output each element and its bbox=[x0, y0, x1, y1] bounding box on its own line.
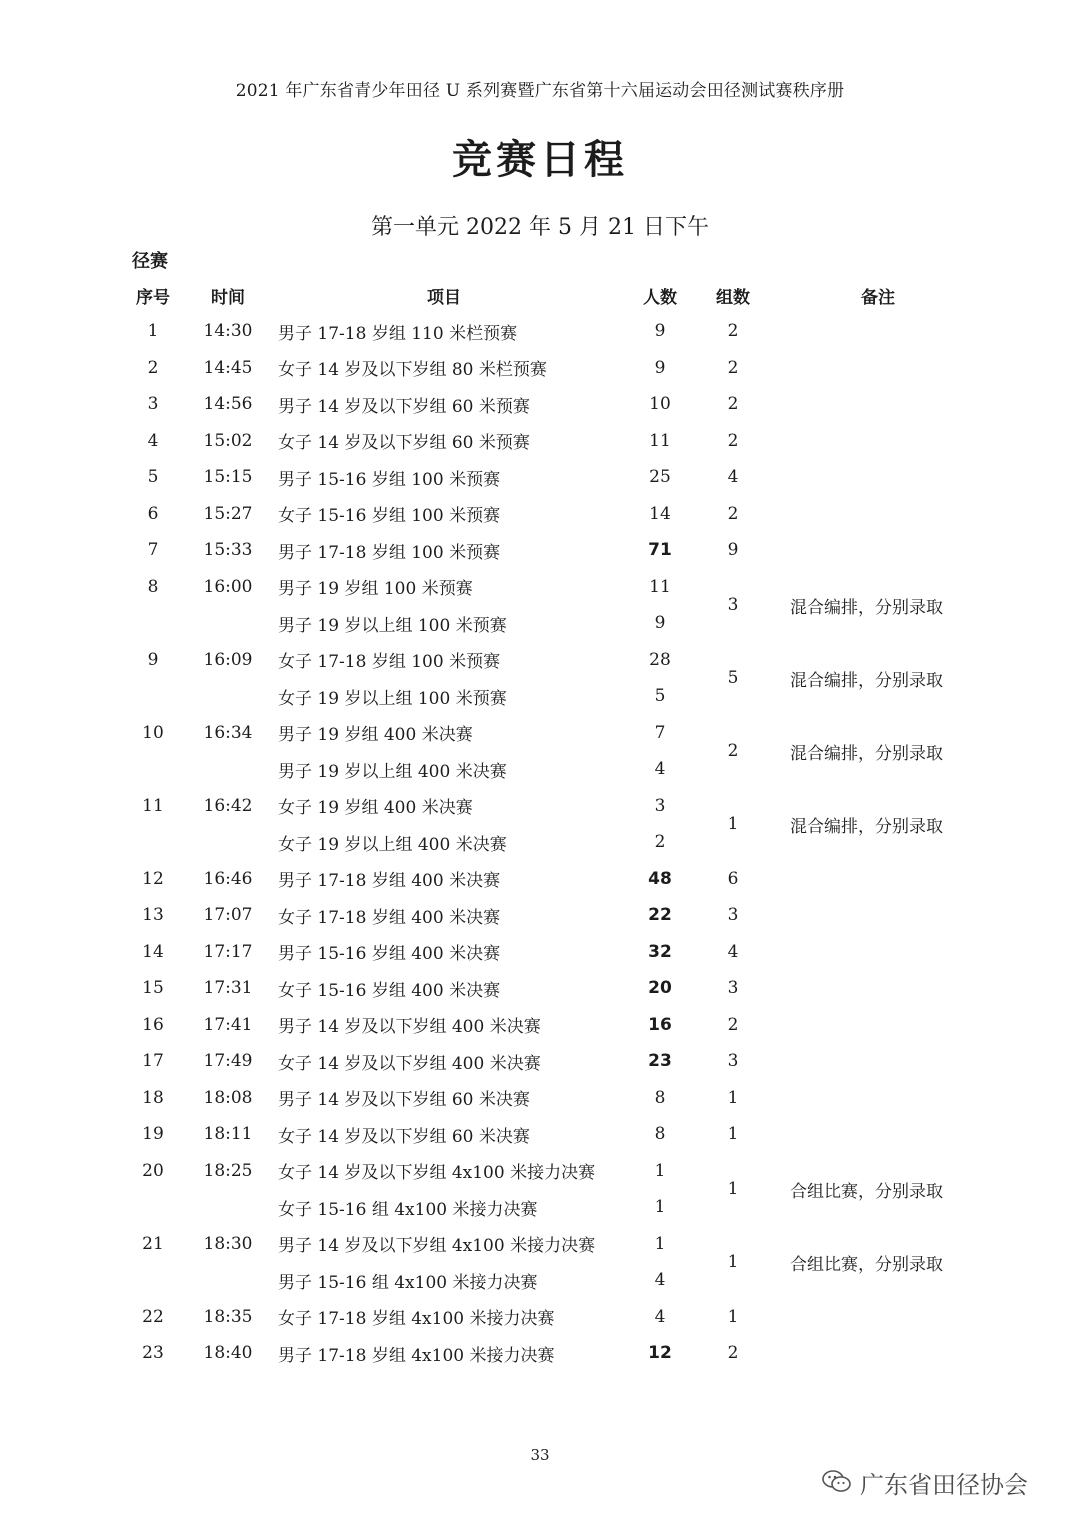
row-note bbox=[768, 386, 988, 423]
page-number: 33 bbox=[530, 1446, 550, 1464]
row-note bbox=[768, 459, 988, 496]
column-header-item: 项目 bbox=[427, 287, 461, 308]
row-item: 女子 14 岁及以下岁组 60 米预赛 bbox=[278, 433, 530, 454]
row-count: 9 bbox=[654, 613, 666, 634]
row-number: 13 bbox=[142, 905, 164, 926]
row-number bbox=[116, 751, 190, 788]
row-time: 16:00 bbox=[203, 576, 253, 597]
table-row bbox=[116, 532, 988, 569]
table-row bbox=[116, 313, 988, 350]
row-item: 女子 17-18 岁组 100 米预赛 bbox=[278, 652, 501, 673]
row-time: 18:25 bbox=[203, 1160, 253, 1181]
row-time: 17:49 bbox=[203, 1051, 253, 1072]
table-row bbox=[116, 1116, 988, 1153]
row-groups: 1 bbox=[727, 1306, 739, 1327]
row-groups: 2 bbox=[727, 1343, 739, 1364]
row-number: 18 bbox=[142, 1087, 164, 1108]
watermark-text: 广东省田径协会 bbox=[860, 1470, 1028, 1499]
column-header-note: 备注 bbox=[861, 287, 895, 308]
row-note: 混合编排，分别录取 bbox=[790, 670, 943, 691]
row-item: 男子 19 岁组 100 米预赛 bbox=[278, 579, 473, 600]
row-groups: 6 bbox=[727, 868, 739, 889]
row-count: 71 bbox=[648, 540, 672, 561]
row-count: 16 bbox=[648, 1014, 672, 1035]
row-item: 男子 15-16 组 4x100 米接力决赛 bbox=[278, 1272, 538, 1293]
row-number: 22 bbox=[142, 1306, 164, 1327]
row-count: 7 bbox=[654, 722, 666, 743]
row-item: 女子 14 岁及以下岁组 400 米决赛 bbox=[278, 1053, 541, 1074]
row-groups: 2 bbox=[727, 503, 739, 524]
row-number: 23 bbox=[142, 1343, 164, 1364]
row-note bbox=[768, 934, 988, 971]
row-number: 14 bbox=[142, 941, 164, 962]
row-time bbox=[190, 605, 266, 642]
row-item: 女子 19 岁以上组 400 米决赛 bbox=[278, 834, 507, 855]
row-note bbox=[768, 1043, 988, 1080]
row-number bbox=[116, 1262, 190, 1299]
row-item: 男子 17-18 岁组 110 米栏预赛 bbox=[278, 323, 518, 344]
row-note: 合组比赛，分别录取 bbox=[790, 1181, 943, 1202]
row-groups: 5 bbox=[727, 668, 739, 688]
row-count: 4 bbox=[654, 759, 666, 780]
row-time: 18:35 bbox=[203, 1306, 253, 1327]
table-row bbox=[116, 423, 988, 460]
row-groups: 2 bbox=[727, 430, 739, 451]
row-item: 女子 15-16 岁组 100 米预赛 bbox=[278, 506, 501, 527]
row-note bbox=[768, 970, 988, 1007]
table-row bbox=[116, 788, 988, 825]
row-time: 15:02 bbox=[203, 430, 253, 451]
row-count: 28 bbox=[649, 649, 671, 670]
row-time: 18:11 bbox=[203, 1124, 253, 1145]
row-groups: 2 bbox=[727, 1014, 739, 1035]
row-note bbox=[768, 496, 988, 533]
table-row bbox=[116, 1335, 988, 1372]
row-count: 9 bbox=[654, 357, 666, 378]
row-groups: 2 bbox=[727, 394, 739, 415]
row-count: 32 bbox=[648, 941, 672, 962]
row-note bbox=[768, 1080, 988, 1117]
row-count: 8 bbox=[654, 1087, 666, 1108]
row-note bbox=[768, 1335, 988, 1372]
row-groups: 2 bbox=[727, 741, 739, 761]
row-time: 18:08 bbox=[203, 1087, 253, 1108]
column-header-groups: 组数 bbox=[716, 287, 750, 308]
row-number: 19 bbox=[142, 1124, 164, 1145]
row-time: 14:56 bbox=[203, 394, 253, 415]
table-row bbox=[116, 861, 988, 898]
row-groups: 1 bbox=[727, 1179, 739, 1199]
row-number: 4 bbox=[147, 430, 159, 451]
row-item: 女子 15-16 岁组 400 米决赛 bbox=[278, 980, 501, 1001]
row-groups: 3 bbox=[727, 978, 739, 999]
row-number: 21 bbox=[142, 1233, 164, 1254]
row-time: 16:34 bbox=[203, 722, 253, 743]
row-groups: 1 bbox=[727, 1252, 739, 1272]
row-note bbox=[768, 861, 988, 898]
table-row bbox=[116, 642, 988, 679]
row-number: 2 bbox=[147, 357, 159, 378]
section-label: 径赛 bbox=[132, 251, 168, 272]
row-item: 男子 14 岁及以下岁组 400 米决赛 bbox=[278, 1017, 541, 1038]
column-header-count: 人数 bbox=[643, 287, 677, 308]
row-item: 女子 14 岁及以下岁组 4x100 米接力决赛 bbox=[278, 1163, 596, 1184]
row-note: 合组比赛，分别录取 bbox=[790, 1254, 943, 1275]
table-row bbox=[116, 715, 988, 752]
table-row bbox=[116, 496, 988, 533]
table-header-row bbox=[116, 277, 988, 313]
row-count: 10 bbox=[649, 394, 671, 415]
row-item: 男子 17-18 岁组 100 米预赛 bbox=[278, 542, 501, 563]
row-groups: 9 bbox=[727, 540, 739, 561]
row-note bbox=[768, 1299, 988, 1336]
row-note bbox=[768, 350, 988, 387]
row-number: 20 bbox=[142, 1160, 164, 1181]
row-count: 20 bbox=[648, 978, 672, 999]
row-item: 男子 15-16 岁组 400 米决赛 bbox=[278, 944, 501, 965]
row-number: 16 bbox=[142, 1014, 164, 1035]
row-groups: 2 bbox=[727, 321, 739, 342]
row-time bbox=[190, 1262, 266, 1299]
row-count: 9 bbox=[654, 321, 666, 342]
table-row bbox=[116, 386, 988, 423]
row-time: 18:40 bbox=[203, 1343, 253, 1364]
row-note bbox=[768, 1007, 988, 1044]
row-count: 25 bbox=[649, 467, 671, 488]
row-item: 女子 19 岁以上组 100 米预赛 bbox=[278, 688, 507, 709]
wechat-icon bbox=[822, 1469, 852, 1495]
row-time: 18:30 bbox=[203, 1233, 253, 1254]
row-item: 男子 14 岁及以下岁组 60 米决赛 bbox=[278, 1090, 530, 1111]
row-count: 23 bbox=[648, 1051, 672, 1072]
row-item: 男子 17-18 岁组 4x100 米接力决赛 bbox=[278, 1345, 555, 1366]
row-item: 男子 19 岁以上组 100 米预赛 bbox=[278, 615, 507, 636]
row-time bbox=[190, 824, 266, 861]
row-item: 女子 15-16 组 4x100 米接力决赛 bbox=[278, 1199, 538, 1220]
row-count: 3 bbox=[654, 795, 666, 816]
row-number: 5 bbox=[147, 467, 159, 488]
row-count: 48 bbox=[648, 868, 672, 889]
table-row bbox=[116, 897, 988, 934]
row-count: 2 bbox=[654, 832, 666, 853]
row-count: 14 bbox=[649, 503, 671, 524]
table-row bbox=[116, 934, 988, 971]
row-groups: 3 bbox=[727, 1051, 739, 1072]
row-time bbox=[190, 1189, 266, 1226]
row-number: 8 bbox=[147, 576, 159, 597]
row-groups: 1 bbox=[727, 1124, 739, 1145]
row-time: 15:33 bbox=[203, 540, 253, 561]
row-item: 女子 14 岁及以下岁组 60 米决赛 bbox=[278, 1126, 530, 1147]
row-time: 15:15 bbox=[203, 467, 253, 488]
row-number: 6 bbox=[147, 503, 159, 524]
row-time: 17:17 bbox=[203, 941, 253, 962]
table-row bbox=[116, 1299, 988, 1336]
table-body bbox=[116, 313, 988, 1372]
row-number: 1 bbox=[147, 321, 159, 342]
row-number: 12 bbox=[142, 868, 164, 889]
row-count: 11 bbox=[649, 576, 671, 597]
row-time: 17:07 bbox=[203, 905, 253, 926]
session-subtitle: 第一单元 2022 年 5 月 21 日下午 bbox=[371, 215, 709, 240]
row-groups: 3 bbox=[727, 905, 739, 926]
row-count: 8 bbox=[654, 1124, 666, 1145]
row-note bbox=[768, 897, 988, 934]
row-count: 22 bbox=[648, 905, 672, 926]
row-item: 男子 15-16 岁组 100 米预赛 bbox=[278, 469, 501, 490]
table-row bbox=[116, 1226, 988, 1263]
row-time: 15:27 bbox=[203, 503, 253, 524]
row-number bbox=[116, 1189, 190, 1226]
row-groups: 2 bbox=[727, 357, 739, 378]
row-time bbox=[190, 678, 266, 715]
row-note: 混合编排，分别录取 bbox=[790, 743, 943, 764]
document-header: 2021 年广东省青少年田径 U 系列赛暨广东省第十六届运动会田径测试赛秩序册 bbox=[235, 81, 845, 101]
row-item: 男子 17-18 岁组 400 米决赛 bbox=[278, 871, 501, 892]
row-number: 7 bbox=[147, 540, 159, 561]
row-time: 16:46 bbox=[203, 868, 253, 889]
table-row bbox=[116, 569, 988, 606]
row-number bbox=[116, 605, 190, 642]
row-note bbox=[768, 532, 988, 569]
row-time bbox=[190, 751, 266, 788]
column-header-time: 时间 bbox=[211, 287, 245, 308]
row-groups: 1 bbox=[727, 814, 739, 834]
table-row bbox=[116, 350, 988, 387]
row-item: 女子 17-18 岁组 4x100 米接力决赛 bbox=[278, 1309, 555, 1330]
row-time: 17:31 bbox=[203, 978, 253, 999]
row-time: 14:45 bbox=[203, 357, 253, 378]
row-count: 1 bbox=[654, 1197, 666, 1218]
row-item: 男子 19 岁以上组 400 米决赛 bbox=[278, 761, 507, 782]
row-groups: 1 bbox=[727, 1087, 739, 1108]
row-item: 女子 19 岁组 400 米决赛 bbox=[278, 798, 473, 819]
table-row bbox=[116, 970, 988, 1007]
row-number: 17 bbox=[142, 1051, 164, 1072]
row-count: 1 bbox=[654, 1160, 666, 1181]
table-row bbox=[116, 1007, 988, 1044]
row-note bbox=[768, 313, 988, 350]
schedule-table bbox=[116, 277, 988, 1372]
row-item: 女子 14 岁及以下岁组 80 米栏预赛 bbox=[278, 360, 547, 381]
row-note: 混合编排，分别录取 bbox=[790, 816, 943, 837]
table-row bbox=[116, 459, 988, 496]
page-title: 竞赛日程 bbox=[452, 137, 628, 183]
row-count: 4 bbox=[654, 1270, 666, 1291]
row-time: 14:30 bbox=[203, 321, 253, 342]
row-time: 16:09 bbox=[203, 649, 253, 670]
row-number bbox=[116, 678, 190, 715]
column-header-no: 序号 bbox=[136, 287, 170, 308]
row-count: 11 bbox=[649, 430, 671, 451]
row-item: 男子 14 岁及以下岁组 60 米预赛 bbox=[278, 396, 530, 417]
row-number: 11 bbox=[142, 795, 164, 816]
row-count: 4 bbox=[654, 1306, 666, 1327]
row-number: 3 bbox=[147, 394, 159, 415]
row-note bbox=[768, 423, 988, 460]
row-time: 16:42 bbox=[203, 795, 253, 816]
row-time: 17:41 bbox=[203, 1014, 253, 1035]
row-item: 男子 14 岁及以下岁组 4x100 米接力决赛 bbox=[278, 1236, 596, 1257]
watermark bbox=[822, 1462, 1028, 1502]
row-number bbox=[116, 824, 190, 861]
row-item: 女子 17-18 岁组 400 米决赛 bbox=[278, 907, 501, 928]
row-groups: 4 bbox=[727, 941, 739, 962]
row-note: 混合编排，分别录取 bbox=[790, 597, 943, 618]
row-count: 5 bbox=[654, 686, 666, 707]
row-note bbox=[768, 1116, 988, 1153]
table-row bbox=[116, 1153, 988, 1190]
row-number: 9 bbox=[147, 649, 159, 670]
row-number: 15 bbox=[142, 978, 164, 999]
table-row bbox=[116, 1080, 988, 1117]
row-groups: 4 bbox=[727, 467, 739, 488]
row-item: 男子 19 岁组 400 米决赛 bbox=[278, 725, 473, 746]
row-groups: 3 bbox=[727, 595, 739, 615]
row-count: 1 bbox=[654, 1233, 666, 1254]
row-number: 10 bbox=[142, 722, 164, 743]
row-count: 12 bbox=[648, 1343, 672, 1364]
table-row bbox=[116, 1043, 988, 1080]
